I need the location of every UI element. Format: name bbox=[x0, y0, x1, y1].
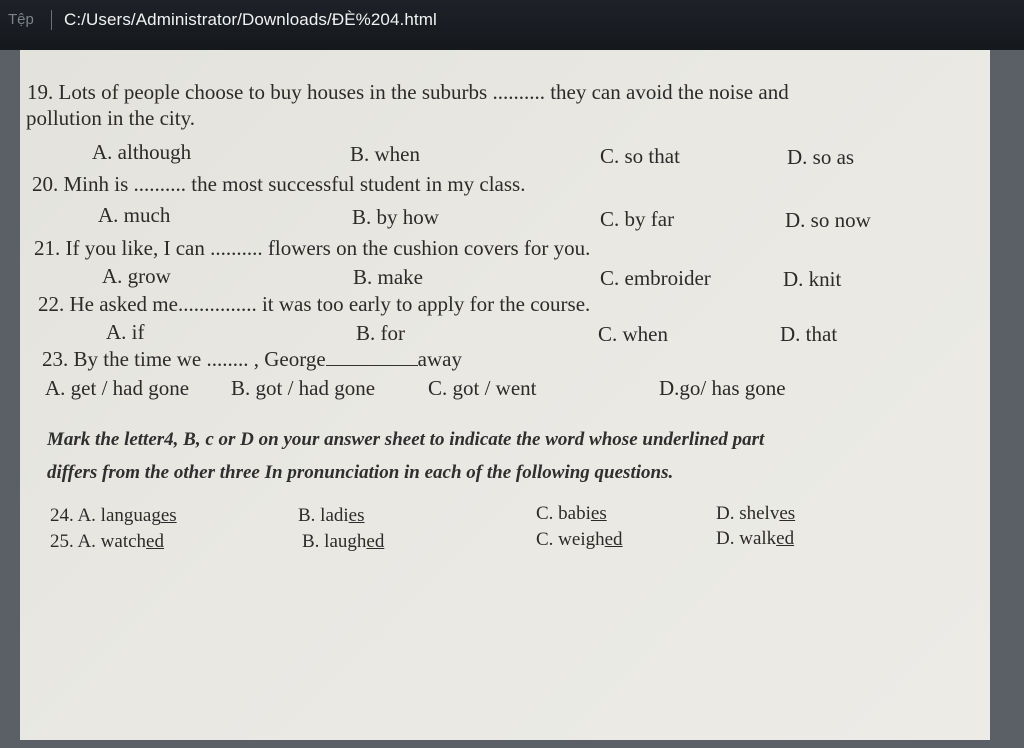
question-19-option-b: B. when bbox=[350, 142, 420, 166]
underlined-part: ed bbox=[604, 529, 623, 550]
question-20-stem: 20. Minh is .......... the most successful student in my class. bbox=[32, 172, 526, 196]
question-25-option-d bbox=[716, 528, 794, 550]
question-23-stem-end: away bbox=[417, 347, 462, 371]
question-20-option-c: C. by far bbox=[600, 207, 675, 231]
option-text: B. laugh bbox=[302, 531, 367, 552]
question-24-option-b bbox=[298, 505, 365, 527]
divider bbox=[51, 10, 52, 30]
question-22-option-b: B. for bbox=[356, 321, 405, 345]
option-text: B. ladi bbox=[298, 505, 349, 526]
question-24-option-d bbox=[716, 503, 795, 525]
option-text: 25. A. watch bbox=[50, 531, 147, 552]
underlined-part: es bbox=[160, 505, 177, 526]
url-field[interactable]: C:/Users/Administrator/Downloads/ĐÈ%204.html bbox=[64, 10, 437, 29]
question-25-option-a bbox=[50, 531, 164, 553]
question-21-stem: 21. If you like, I can .......... flowers on the cushion covers for you. bbox=[34, 236, 591, 260]
question-20-option-d: D. so now bbox=[785, 208, 871, 232]
question-21-option-d: D. knit bbox=[783, 267, 842, 291]
question-19-option-a: A. although bbox=[92, 140, 192, 164]
question-23-option-d: D.go/ has gone bbox=[659, 376, 786, 400]
question-21-option-a: A. grow bbox=[102, 264, 171, 288]
question-19-stem-line2: pollution in the city. bbox=[26, 106, 195, 130]
question-20-option-a: A. much bbox=[98, 203, 171, 227]
option-text: D. walk bbox=[716, 528, 777, 549]
instructions-line1: Mark the letter4, B, c or D on your answer sheet to indicate the word whose underlined part bbox=[47, 429, 765, 450]
question-23-option-b: B. got / had gone bbox=[231, 376, 376, 400]
question-19-option-c: C. so that bbox=[600, 144, 680, 168]
underlined-part: ed bbox=[776, 528, 795, 549]
file-scheme-label: Tệp bbox=[8, 11, 34, 28]
question-22-option-d: D. that bbox=[780, 322, 838, 346]
question-23-option-c: C. got / went bbox=[428, 376, 537, 400]
option-text: C. weigh bbox=[536, 529, 605, 550]
question-21-option-b: B. make bbox=[353, 265, 423, 289]
question-24-option-a bbox=[50, 505, 177, 527]
question-19-stem-line1: 19. Lots of people choose to buy houses in the suburbs .......... they can avoid the noise and bbox=[27, 80, 789, 104]
question-22-option-a: A. if bbox=[106, 320, 145, 344]
option-text: C. babi bbox=[536, 503, 591, 524]
option-text: D. shelv bbox=[716, 503, 780, 524]
document-page bbox=[20, 50, 990, 740]
underlined-part: es bbox=[779, 503, 796, 524]
question-23-stem-start: 23. By the time we ........ , George bbox=[42, 347, 326, 371]
question-20-option-b: B. by how bbox=[352, 205, 439, 229]
question-22-stem: 22. He asked me............... it was too early to apply for the course. bbox=[38, 292, 591, 316]
answer-blank bbox=[326, 363, 418, 366]
instructions-line2: differs from the other three In pronunciation in each of the following questions. bbox=[47, 462, 674, 483]
underlined-part: es bbox=[590, 503, 607, 524]
question-25-option-b bbox=[302, 531, 384, 553]
option-text: 24. A. languag bbox=[50, 505, 161, 526]
question-23-option-a: A. get / had gone bbox=[45, 376, 190, 400]
browser-address-bar bbox=[0, 0, 1024, 50]
question-21-option-c: C. embroider bbox=[600, 266, 711, 290]
question-24-option-c bbox=[536, 503, 607, 525]
underlined-part: ed bbox=[146, 531, 164, 552]
underlined-part: ed bbox=[366, 531, 385, 552]
underlined-part: es bbox=[348, 505, 365, 526]
question-23-stem bbox=[42, 347, 462, 372]
question-25-option-c bbox=[536, 529, 623, 551]
question-19-option-d: D. so as bbox=[787, 145, 855, 169]
question-22-option-c: C. when bbox=[598, 322, 668, 346]
